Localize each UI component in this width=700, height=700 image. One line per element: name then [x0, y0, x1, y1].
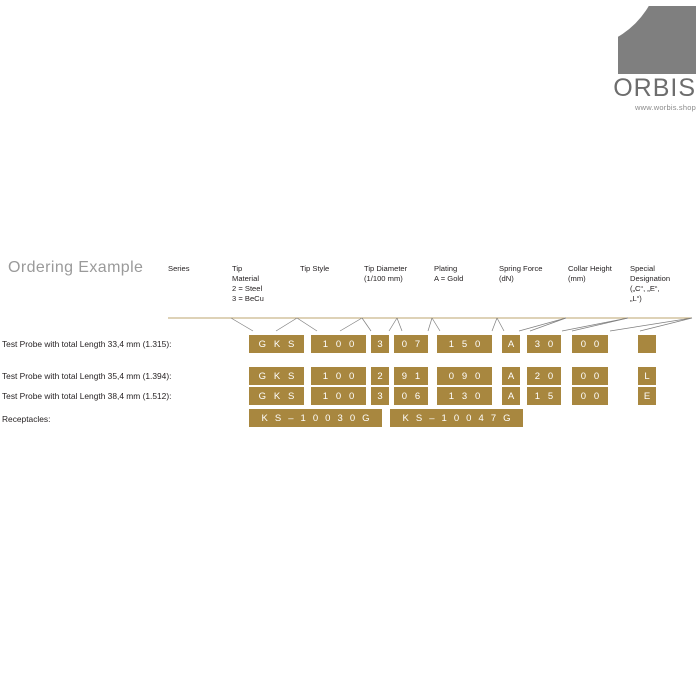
row-label-receptacles: Receptacles: — [2, 414, 51, 424]
code-cell-collar-height: 0 0 — [572, 335, 608, 353]
logo-wordmark: ORBIS — [613, 74, 696, 102]
code-cell-tip-material: 1 0 0 — [311, 387, 366, 405]
code-cell-collar-height: 0 0 — [572, 387, 608, 405]
code-cell-tip-material: 1 0 0 — [311, 335, 366, 353]
code-cell-collar-height: 0 0 — [572, 367, 608, 385]
row-label-probe-38-4: Test Probe with total Length 38,4 mm (1.512): — [2, 391, 172, 401]
receptacle-code-2: K S – 1 0 0 4 7 G — [390, 409, 523, 427]
code-cell-tip-diameter: 0 7 — [394, 335, 428, 353]
quarter-circle-logo-icon — [618, 6, 696, 74]
page-title: Ordering Example — [8, 259, 144, 276]
column-header-series: Series — [168, 264, 190, 273]
code-cell-spring-force: 2 0 — [527, 367, 561, 385]
code-cell-tip-diameter: 9 1 — [394, 367, 428, 385]
row-label-probe-33-4: Test Probe with total Length 33,4 mm (1.315): — [2, 339, 172, 349]
code-cell-tip-material: 1 0 0 — [311, 367, 366, 385]
logo-url: www.worbis.shop — [635, 103, 696, 112]
column-header-collar-height: Collar Height (mm) — [568, 264, 612, 284]
column-header-spring-force: Spring Force (dN) — [499, 264, 543, 284]
code-cell-plating-group: 1 3 0 — [437, 387, 492, 405]
code-cell-series: G K S — [249, 335, 304, 353]
code-cell-special: L — [638, 367, 656, 385]
code-cell-tip-style: 3 — [371, 387, 389, 405]
code-cell-tip-diameter: 0 6 — [394, 387, 428, 405]
column-header-special-designation: Special Designation („C“, „E“, „L“) — [630, 264, 671, 304]
column-header-tip-diameter: Tip Diameter (1/100 mm) — [364, 264, 408, 284]
code-cell-plating-group: 1 5 0 — [437, 335, 492, 353]
code-cell-plating-group: 0 9 0 — [437, 367, 492, 385]
code-cell-plating: A — [502, 387, 520, 405]
code-cell-series: G K S — [249, 367, 304, 385]
brand-logo — [596, 6, 696, 112]
column-header-tip-style: Tip Style — [300, 264, 330, 273]
receptacle-code-1: K S – 1 0 0 3 0 G — [249, 409, 382, 427]
code-cell-plating: A — [502, 367, 520, 385]
code-cell-spring-force: 3 0 — [527, 335, 561, 353]
code-cell-spring-force: 1 5 — [527, 387, 561, 405]
code-cell-tip-style: 2 — [371, 367, 389, 385]
code-cell-special: E — [638, 387, 656, 405]
row-label-probe-35-4: Test Probe with total Length 35,4 mm (1.394): — [2, 371, 172, 381]
code-cell-series: G K S — [249, 387, 304, 405]
code-cell-plating: A — [502, 335, 520, 353]
code-cell-special — [638, 335, 656, 353]
column-header-tip-material: Tip Material 2 = Steel 3 = BeCu — [232, 264, 264, 304]
column-header-plating: Plating A = Gold — [434, 264, 464, 284]
code-cell-tip-style: 3 — [371, 335, 389, 353]
